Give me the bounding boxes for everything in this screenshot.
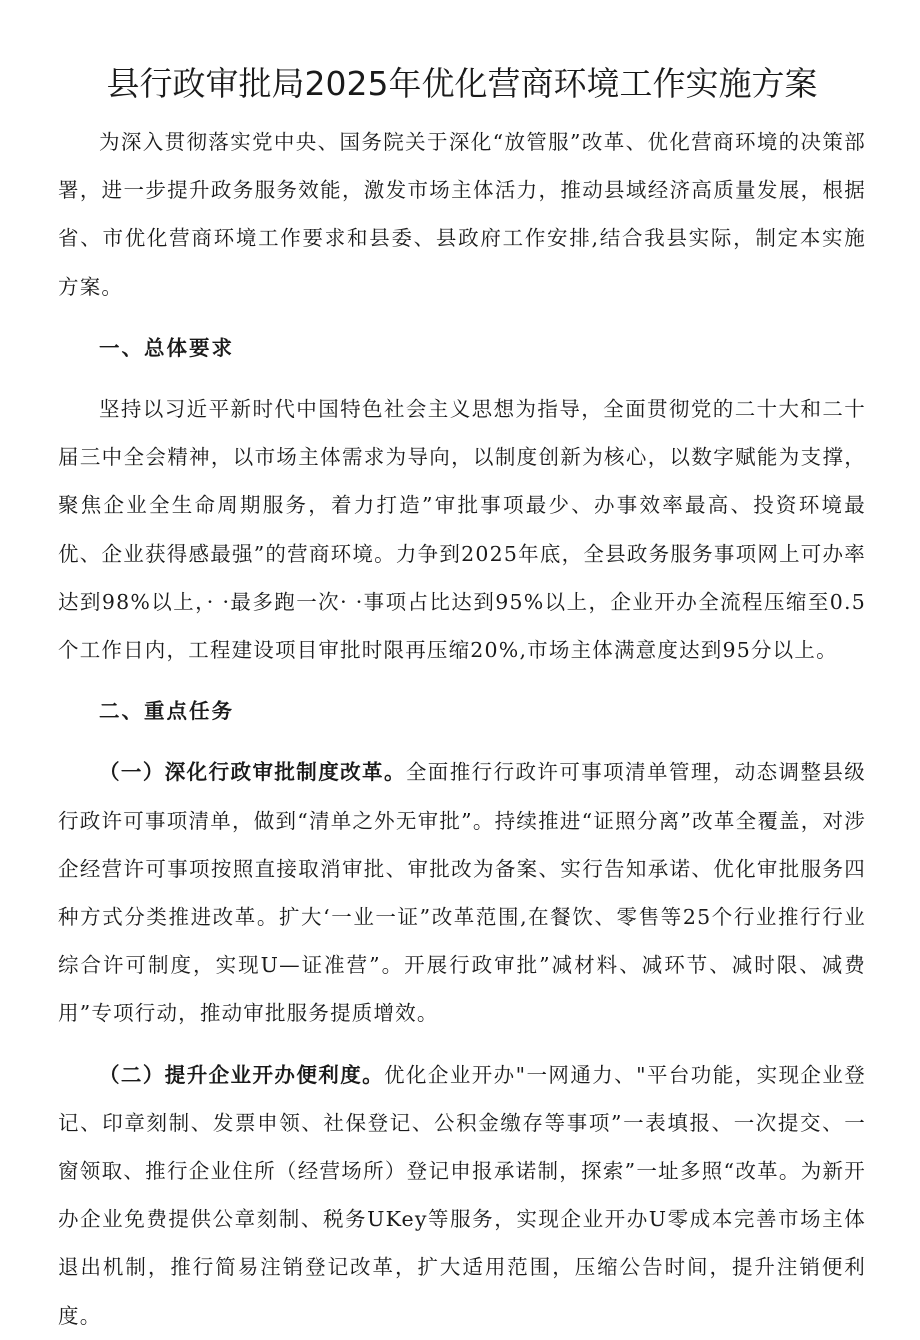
document-title: 县行政审批局2025年优化营商环境工作实施方案 <box>106 64 818 103</box>
section-heading-key-tasks: 二、重点任务 <box>99 699 234 724</box>
general-requirements-paragraph: 坚持以习近平新时代中国特色社会主义思想为指导，全面贯彻党的二十大和二十届三中全会精神，以市场主体需求为导向，以制度创新为核心，以数字赋能为支撑，聚焦企业全生命周期服务，着力打造”审批事项最少、办事效率最高、投资环境最优、企业获得感最强”的营商环境。力争到2025年底，全县政务服务事项网上可办率达到98%以上，· ·最多跑一次· ·事项占比达到95%以上，企业开办全流程压缩至0.5个工作日内，工程建设项目审批时限再压缩20%,市场主体满意度达到95分以上。 <box>58 397 866 663</box>
task-paragraph-approval-reform <box>58 748 866 1037</box>
task-body-business-startup: 优化企业开办"一网通力、"平台功能，实现企业登记、印章刻制、发票申领、社保登记、公积金缴存等事项”一表填报、一次提交、一窗领取、推行企业住所（经营场所）登记申报承诺制，探索”一址多照“改革。为新开办企业免费提供公章刻制、税务UKey等服务，实现企业开办U零成本完善市场主体退出机制，推行简易注销登记改革，扩大适用范围，压缩公告时间，提升注销便利度。 <box>58 1062 866 1328</box>
task-lead-approval-reform: （一）深化行政审批制度改革。 <box>99 760 406 785</box>
task-body-approval-reform: 全面推行行政许可事项清单管理，动态调整县级行政许可事项清单，做到“清单之外无审批”。持续推进“证照分离”改革全覆盖，对涉企经营许可事项按照直接取消审批、审批改为备案、实行告知承诺、优化审批服务四种方式分类推进改革。扩大‘一业一证”改革范围,在餐饮、零售等25个行业推行行业综合许可制度，实现U—证准营”。开展行政审批”减材料、减环节、减时限、减费用”专项行动，推动审批服务提质增效。 <box>58 760 866 1026</box>
task-paragraph-business-startup <box>58 1051 866 1340</box>
section-heading-general-requirements: 一、总体要求 <box>99 335 234 360</box>
task-lead-business-startup: （二）提升企业开办便利度。 <box>99 1062 385 1087</box>
document-page <box>58 58 866 1340</box>
intro-paragraph: 为深入贯彻落实党中央、国务院关于深化“放管服”改革、优化营商环境的决策部署，进一步提升政务服务效能，激发市场主体活力，推动县域经济高质量发展，根据省、市优化营商环境工作要求和县委、县政府工作安排,结合我县实际，制定本实施方案。 <box>58 130 866 299</box>
